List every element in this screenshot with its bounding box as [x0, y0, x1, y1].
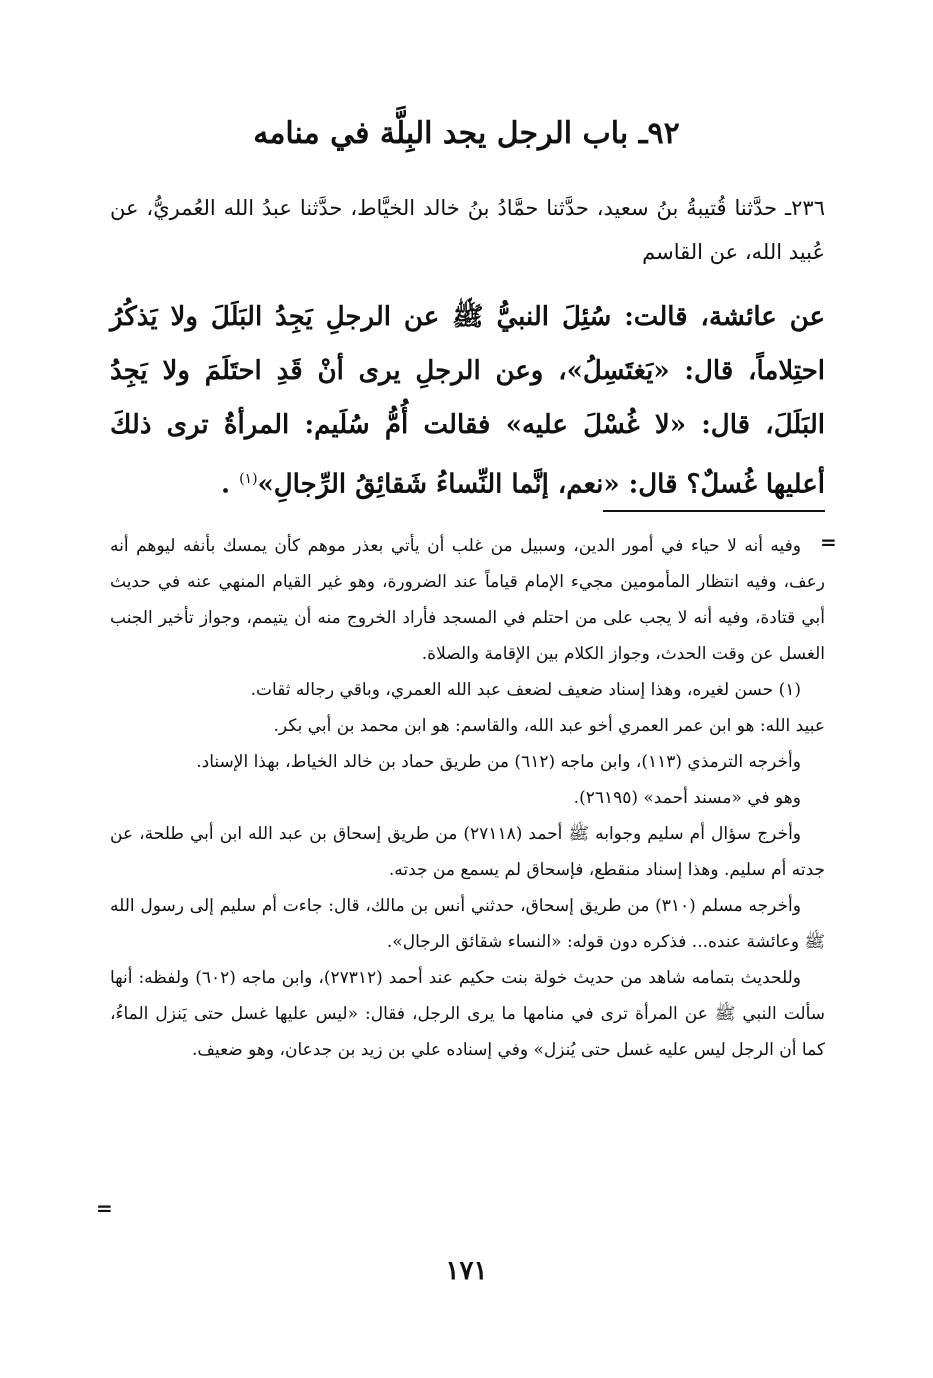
footnote-paragraph: وأخرجه الترمذي (١١٣)، وابن ماجه (٦١٢) من طريق حماد بن خالد الخياط، بهذا الإسناد.	[196, 752, 801, 772]
footnote-paragraph: وللحديث بتمامه شاهد من حديث خولة بنت حكيم عند أحمد (٢٧٣١٢)، وابن ماجه (٦٠٢) ولفظه: أنها سألت النبي ﷺ عن المرأة ترى في منامها ما يرى الرجل، فقال: «ليس عليها غسل حتى يَنزل الماءُ، كما أن الرجل ليس عليه غسل حتى يُنزل» وفي إسناده علي بن زيد بن جدعان، وهو ضعيف.	[110, 968, 826, 1060]
footnote-paragraph: عبيد الله: هو ابن عمر العمري أخو عبد الله، والقاسم: هو ابن محمد بن أبي بكر.	[273, 716, 825, 736]
chapter-title: ٩٢ـ باب الرجل يجد البِلَّة في منامه	[253, 116, 680, 151]
footnote-carryover: وفيه أنه لا حياء في أمور الدين، وسبيل من غلب أن يأتي بعذر موهم كأن يمسك بأنفه ليوهم أنه رعف، وفيه انتظار المأمومين مجيء الإمام قياماً عند الضرورة، وهو غير القيام المنهي عنه في حديث أبي قتادة، وفيه أنه لا يجب على من احتلم في المسجد فأراد الخروج منه أن يتيمم، وجواز تأخير الجنب الغسل عن وقت الحدث، وجواز الكلام بين الإقامة والصلاة.	[110, 536, 825, 664]
footnote-paragraph: (١) حسن لغيره، وهذا إسناد ضعيف لضعف عبد الله العمري، وباقي رجاله ثقات.	[250, 680, 801, 700]
footnote-separator	[603, 510, 825, 512]
footnotes-section	[110, 528, 825, 1068]
footnote-paragraph: وأخرج سؤال أم سليم وجوابه ﷺ أحمد (٢٧١١٨) من طريق إسحاق بن عبد الله ابن أبي طلحة، عن جدته أم سليم. وهذا إسناد منقطع، فإسحاق لم يسمع من جدته.	[110, 824, 825, 880]
footnote-paragraph: وأخرجه مسلم (٣١٠) من طريق إسحاق، حدثني أنس بن مالك، قال: جاءت أم سليم إلى رسول الله ﷺ وعائشة عنده... فذكره دون قوله: «النساء شقائق الرجال».	[110, 896, 825, 952]
page-number: ١٧١	[445, 1256, 488, 1286]
hadith-matn-text: عن عائشة، قالت: سُئِلَ النبيُّ ﷺ عن الرجلِ يَجِدُ البَلَلَ ولا يَذكُرُ احتِلاماً، قال: «يَغتَسِلُ»، وعن الرجلِ يرى أنْ قَدِ احتَلَمَ ولا يَجِدُ البَلَلَ، قال: «لا غُسْلَ عليه» فقالت أُمُّ سُلَيم: المرأةُ ترى ذلكَ أعليها غُسلٌ؟ قال: «نعم، إنَّما النِّساءُ شَقائِقُ الرِّجالِ»	[110, 302, 825, 500]
continuation-mark-bottom: =	[96, 1196, 113, 1220]
footnote-paragraph: وهو في «مسند أحمد» (٢٦١٩٥).	[573, 788, 801, 808]
hadith-isnad: ٢٣٦ـ حدَّثنا قُتيبةُ بنُ سعيد، حدَّثنا حمَّادُ بنُ خالد الخيَّاط، حدَّثنا عبدُ الله العُمريُّ، عن عُبيد الله، عن القاسم	[110, 196, 825, 264]
matn-end-mark: .	[220, 469, 230, 500]
continuation-mark-top: =	[820, 530, 837, 554]
footnote-reference: (١)	[239, 471, 258, 487]
hadith-matn	[110, 290, 825, 512]
